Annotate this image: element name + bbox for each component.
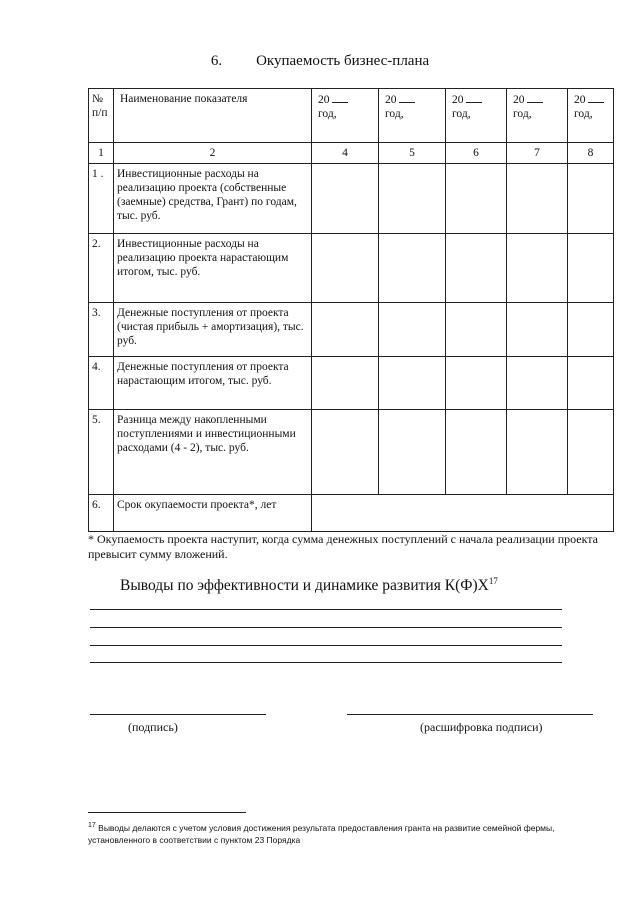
payback-table xyxy=(88,88,614,532)
value-cell[interactable] xyxy=(312,357,379,410)
section-title-text: Окупаемость бизнес-плана xyxy=(256,53,430,69)
row-number: 5. xyxy=(89,410,114,495)
value-cell[interactable] xyxy=(446,410,507,495)
row-number: 3. xyxy=(89,303,114,357)
value-cell[interactable] xyxy=(312,410,379,495)
conclusions-title-text: Выводы по эффективности и динамике развития К(Ф)Х xyxy=(120,577,489,595)
header-num: № п/п xyxy=(89,89,114,143)
row-number: 2. xyxy=(89,234,114,303)
value-cell[interactable] xyxy=(568,303,614,357)
column-numbers-row xyxy=(89,143,614,164)
value-cell[interactable] xyxy=(568,410,614,495)
table-row xyxy=(89,164,614,234)
conclusion-line[interactable] xyxy=(90,609,562,610)
conclusion-line[interactable] xyxy=(90,627,562,628)
value-cell[interactable] xyxy=(507,234,568,303)
column-number: 2 xyxy=(114,143,312,164)
signature-label: (подпись) xyxy=(128,720,178,734)
column-number: 4 xyxy=(312,143,379,164)
row-label: Разница между накопленными поступлениями и инвестиционными расходами (4 - 2), тыс. руб. xyxy=(114,410,312,495)
row-label: Денежные поступления от проекта нарастающим итогом, тыс. руб. xyxy=(114,357,312,410)
signature-line[interactable] xyxy=(90,714,266,715)
value-cell[interactable] xyxy=(507,357,568,410)
value-cell[interactable] xyxy=(379,234,446,303)
footnote-ref: 17 xyxy=(488,576,498,586)
conclusion-line[interactable] xyxy=(90,645,562,646)
footnote-number: 17 xyxy=(88,822,96,829)
column-number: 5 xyxy=(379,143,446,164)
signature-decode-label: (расшифровка подписи) xyxy=(420,720,543,734)
header-year: 20 год, xyxy=(446,89,507,143)
value-cell[interactable] xyxy=(379,303,446,357)
table-row xyxy=(89,234,614,303)
value-cell[interactable] xyxy=(379,410,446,495)
table-row xyxy=(89,495,614,532)
row-number: 6. xyxy=(89,495,114,532)
footnote xyxy=(88,820,608,847)
header-year: 20 год, xyxy=(312,89,379,143)
conclusion-line[interactable] xyxy=(90,662,562,663)
value-cell[interactable] xyxy=(379,357,446,410)
value-cell[interactable] xyxy=(446,164,507,234)
value-cell[interactable] xyxy=(312,234,379,303)
row-number: 1 . xyxy=(89,164,114,234)
header-year: 20 год, xyxy=(507,89,568,143)
row-label: Инвестиционные расходы на реализацию проекта (собственные (заемные) средства, Грант) по годам, тыс. руб. xyxy=(114,164,312,234)
payback-value-cell[interactable] xyxy=(312,495,614,532)
row-label: Денежные поступления от проекта (чистая прибыль + амортизация), тыс. руб. xyxy=(114,303,312,357)
value-cell[interactable] xyxy=(379,164,446,234)
table-row xyxy=(89,357,614,410)
footnote-text: Выводы делаются с учетом условия достижения результата предоставления гранта на развитие семейной фермы, установленного в соответствии с пунктом 23 Порядка xyxy=(88,822,555,846)
conclusions-title xyxy=(120,576,498,595)
value-cell[interactable] xyxy=(446,303,507,357)
row-label: Инвестиционные расходы на реализацию проекта нарастающим итогом, тыс. руб. xyxy=(114,234,312,303)
value-cell[interactable] xyxy=(446,357,507,410)
section-number: 6. xyxy=(210,53,223,69)
value-cell[interactable] xyxy=(312,164,379,234)
column-number: 6 xyxy=(446,143,507,164)
value-cell[interactable] xyxy=(507,303,568,357)
value-cell[interactable] xyxy=(312,303,379,357)
payback-note: * Окупаемость проекта наступит, когда сумма денежных поступлений с начала реализации проекта превысит сумму вложений. xyxy=(88,532,598,561)
footnote-separator xyxy=(88,812,246,813)
value-cell[interactable] xyxy=(568,357,614,410)
value-cell[interactable] xyxy=(446,234,507,303)
column-number: 1 xyxy=(89,143,114,164)
signature-decode-line[interactable] xyxy=(347,714,593,715)
column-number: 8 xyxy=(568,143,614,164)
column-number: 7 xyxy=(507,143,568,164)
value-cell[interactable] xyxy=(507,410,568,495)
section-title xyxy=(0,53,640,70)
value-cell[interactable] xyxy=(507,164,568,234)
table-header-row xyxy=(89,89,614,143)
header-year: 20 год, xyxy=(568,89,614,143)
row-number: 4. xyxy=(89,357,114,410)
table-row xyxy=(89,303,614,357)
header-year: 20 год, xyxy=(379,89,446,143)
value-cell[interactable] xyxy=(568,234,614,303)
header-name: Наименование показателя xyxy=(114,89,312,143)
value-cell[interactable] xyxy=(568,164,614,234)
table-row xyxy=(89,410,614,495)
row-label: Срок окупаемости проекта*, лет xyxy=(114,495,312,532)
